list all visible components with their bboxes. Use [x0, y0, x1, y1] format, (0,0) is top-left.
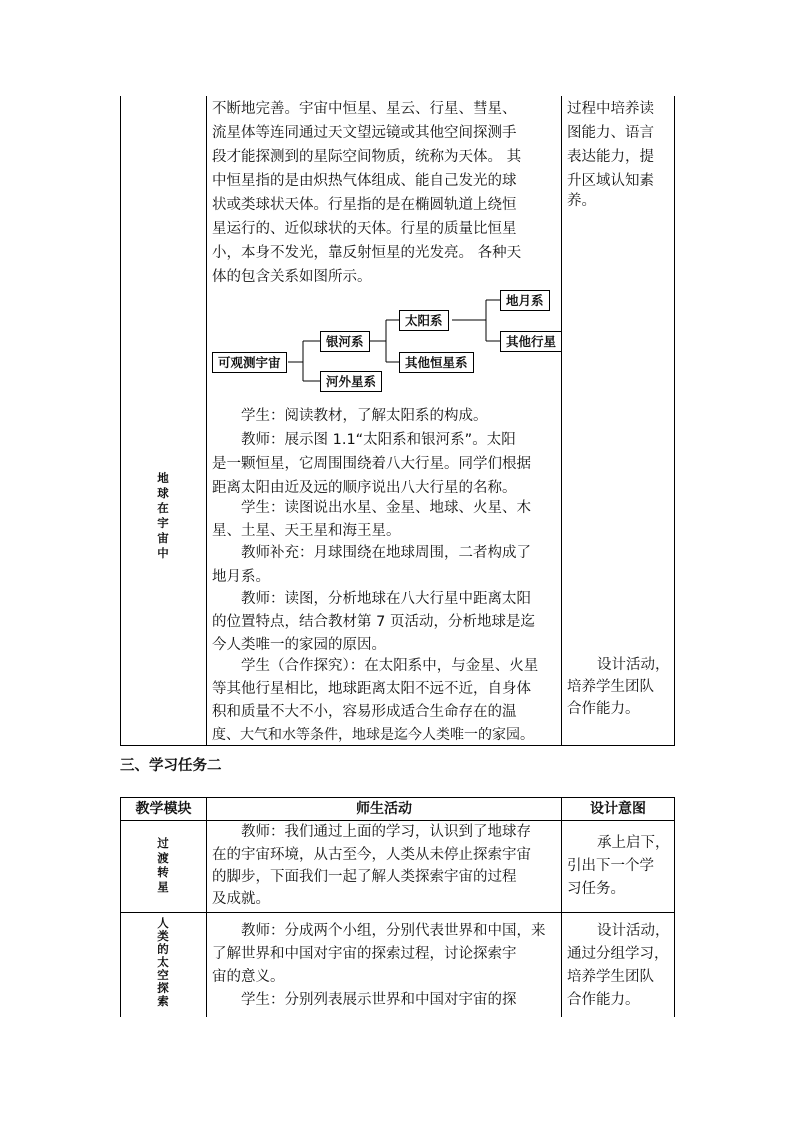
module-cell: 过渡转星: [157, 836, 169, 894]
header-module: 教学模块: [135, 801, 192, 817]
intent-line: 合作能力。: [567, 701, 640, 717]
node-solar-system: 太阳系: [399, 310, 449, 331]
header-intent: 设计意图: [590, 801, 646, 817]
intent-line: 引出下一个学: [567, 858, 654, 874]
activity-line: 流星体等连同通过天文望远镜或其他空间探测手: [212, 125, 517, 141]
activity-line: 了解世界和中国对宇宙的探索过程，讨论探索宇: [212, 946, 517, 962]
activity-line: 段才能探测到的星际空间物质，统称为天体。 其: [212, 149, 522, 165]
intent-line: 承上启下，: [597, 835, 670, 851]
intent-line: 培养学生团队: [567, 679, 654, 695]
activity-line: 体的包含关系如图所示。: [212, 269, 372, 285]
dialog-line: 地月系。: [212, 569, 270, 585]
module-cell: 地球在宇宙中: [157, 471, 169, 560]
intent-line: 设计活动，: [597, 923, 670, 939]
intent-line: 培养学生团队: [567, 969, 654, 985]
activity-line: 中恒星指的是由炽热气体组成、能自己发光的球: [212, 173, 517, 189]
dialog-line: 距离太阳由近及远的顺序说出八大行星的名称。: [212, 480, 517, 496]
activity-line: 在的宇宙环境，从古至今，人类从未停止探索宇宙: [212, 847, 531, 863]
activity-line: 宙的意义。: [212, 969, 285, 985]
activity-line: 学生：分别列表展示世界和中国对宇宙的探: [241, 992, 517, 1008]
activity-line: 不断地完善。宇宙中恒星、星云、行星、彗星、: [212, 101, 517, 117]
activity-line: 小，本身不发光，靠反射恒星的光发亮。 各种天: [212, 245, 522, 261]
dialog-line: 学生：阅读教材，了解太阳系的构成。: [241, 408, 488, 424]
dialog-line: 教师补充：月球围绕在地球周围，二者构成了: [241, 545, 531, 561]
intent-line: 表达能力，提: [567, 149, 654, 165]
intent-line: 习任务。: [567, 881, 625, 897]
activity-line: 教师：我们通过上面的学习，认识到了地球存: [241, 824, 531, 840]
module-cell: 人类的太空探索: [157, 916, 169, 1008]
intent-line: 通过分组学习，: [567, 946, 669, 962]
intent-line: 图能力、语言: [567, 125, 654, 141]
activity-line: 状或类球状天体。行星指的是在椭圆轨道上绕恒: [212, 197, 517, 213]
dialog-line: 星、土星、天王星和海王星。: [212, 523, 401, 539]
intent-line: 过程中培养读: [567, 101, 654, 117]
node-other-star-systems: 其他恒星系: [399, 352, 474, 373]
dialog-line: 今人类唯一的家园的原因。: [212, 637, 386, 653]
dialog-line: 度、大气和水等条件，地球是迄今人类唯一的家园。: [212, 727, 534, 743]
activity-line: 教师：分成两个小组，分别代表世界和中国，来: [241, 923, 546, 939]
intent-line: 升区域认知素: [567, 173, 654, 189]
header-activity: 师生活动: [356, 801, 412, 817]
node-earth-moon-system: 地月系: [500, 290, 550, 311]
dialog-line: 是一颗恒星，它周围围绕着八大行星。同学们根据: [212, 456, 531, 472]
activity-line: 的脚步，下面我们一起了解人类探索宇宙的过程: [212, 869, 517, 885]
section-title: 三、学习任务二: [120, 758, 222, 774]
intent-line: 养。: [567, 193, 596, 209]
node-other-planets: 其他行星: [500, 331, 561, 352]
dialog-line: 等其他行星相比，地球距离太阳不远不近，自身体: [212, 681, 531, 697]
dialog-line: 学生：读图说出水星、金星、地球、火星、木: [241, 500, 531, 516]
dialog-line: 积和质量不大不小，容易形成适合生命存在的温: [212, 704, 517, 720]
dialog-line: 的位置特点，结合教材第 7 页活动，分析地球是迄: [212, 614, 535, 630]
node-observable-universe: 可观测宇宙: [212, 352, 287, 373]
node-milky-way: 银河系: [320, 331, 370, 352]
node-extragalactic: 河外星系: [320, 371, 382, 392]
activity-line: 星运行的、近似球状的天体。行星的质量比恒星: [212, 221, 517, 237]
dialog-line: 教师：展示图 1.1“太阳系和银河系”。太阳: [241, 432, 516, 448]
intent-line: 合作能力。: [567, 992, 640, 1008]
dialog-line: 学生（合作探究）：在太阳系中，与金星、火星: [241, 658, 539, 674]
activity-line: 及成就。: [212, 891, 270, 907]
intent-line: 设计活动，: [597, 657, 670, 673]
dialog-line: 教师：读图，分析地球在八大行星中距离太阳: [241, 591, 531, 607]
